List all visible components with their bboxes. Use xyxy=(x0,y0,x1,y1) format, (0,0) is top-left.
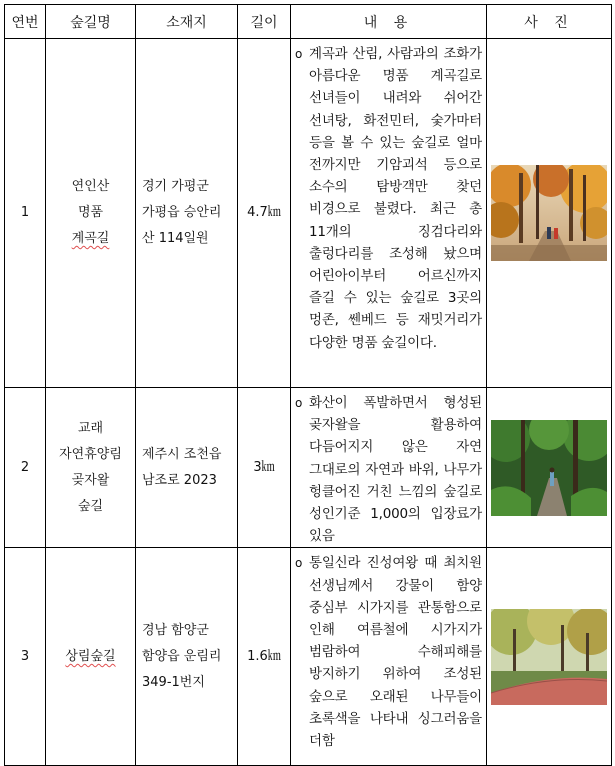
header-row xyxy=(5,5,612,39)
trail-name-line: 자연휴양림 xyxy=(59,446,122,462)
description-text: 화산이 폭발하면서 형성된 곶자왈을 활용하여 다듬어지지 않은 자연 그대로의 자연과 바위, 나무가 헝클어진 거친 느낌의 숲길로 성인기준 1,000의 입장료가 있음 xyxy=(309,395,482,545)
location-line: 산 114일원 xyxy=(142,231,209,246)
table-row xyxy=(5,388,612,548)
header-length: 길이 xyxy=(238,5,291,39)
location-line: 가평읍 승안리 xyxy=(142,205,222,220)
header-no: 연번 xyxy=(5,5,46,39)
trail-description xyxy=(291,39,487,388)
trail-name-line: 교래 xyxy=(77,420,104,436)
location-line: 경기 가평군 xyxy=(142,179,209,194)
trail-location xyxy=(136,548,238,766)
bullet-marker: o xyxy=(295,396,303,410)
location-line: 제주시 조천읍 xyxy=(142,446,222,462)
bullet-marker: o xyxy=(295,47,303,61)
photo-cell xyxy=(487,548,612,766)
header-name: 숲길명 xyxy=(46,5,136,39)
location-line: 함양읍 운림리 xyxy=(142,648,222,664)
trail-name xyxy=(46,388,136,548)
row-number: 2 xyxy=(5,388,46,548)
location-line: 349-1번지 xyxy=(142,674,205,690)
trail-name-line: 곶자왈 xyxy=(71,472,110,488)
description-text: 통일신라 진성여왕 때 최치원 선생님께서 강물이 함양 중심부 시가지를 관통함으로 인해 여름철에 시가지가 범람하여 수해피해를 방지하기 위하여 조성된 숲으로 오래된 나무들이 초록색을 나타내 싱그러움을 더함 xyxy=(309,555,482,750)
trail-name-line: 연인산 xyxy=(71,179,110,194)
trail-location xyxy=(136,39,238,388)
row-number: 1 xyxy=(5,39,46,388)
trail-photo-green-forest xyxy=(491,420,607,516)
description-text: 계곡과 산림, 사람과의 조화가 아름다운 명품 계곡길로 선녀들이 내려와 쉬어간 선녀탕, 화전민터, 숯가마터 등을 볼 수 있는 숲길로 얼마 전까지만 기암괴석 등으로 소수의 탐방객만 찾던 비경으로 불렸다. 최근 총 11개의 징검다리와 출렁다리를 조성해 놨으며 어린아이부터 어르신까지 즐길 수 있는 숲길로 3곳의 멍존, 쎈베드 등 재밋거리가 다양한 명품 숲길이다. xyxy=(309,46,482,351)
header-location: 소재지 xyxy=(136,5,238,39)
photo-cell xyxy=(487,39,612,388)
trail-name-line: 계곡길 xyxy=(71,231,110,246)
trail-description xyxy=(291,548,487,766)
photo-cell xyxy=(487,388,612,548)
trail-name-line: 상림숲길 xyxy=(65,648,116,664)
trail-length: 1.6㎞ xyxy=(238,548,291,766)
row-number: 3 xyxy=(5,548,46,766)
trail-name-line: 숲길 xyxy=(77,498,104,514)
trail-photo-park-path xyxy=(491,609,607,705)
location-line: 경남 함양군 xyxy=(142,622,209,638)
header-photo: 사 진 xyxy=(487,5,612,39)
location-line: 남조로 2023 xyxy=(142,472,217,488)
trail-name xyxy=(46,548,136,766)
trail-location xyxy=(136,388,238,548)
trail-length: 3㎞ xyxy=(238,388,291,548)
header-content: 내 용 xyxy=(291,5,487,39)
trail-description xyxy=(291,388,487,548)
trail-table xyxy=(4,4,612,766)
trail-length: 4.7㎞ xyxy=(238,39,291,388)
table-row xyxy=(5,548,612,766)
bullet-marker: o xyxy=(295,556,303,571)
trail-name-line: 명품 xyxy=(77,205,104,220)
trail-photo-autumn-forest xyxy=(491,165,607,261)
trail-name xyxy=(46,39,136,388)
table-row xyxy=(5,39,612,388)
